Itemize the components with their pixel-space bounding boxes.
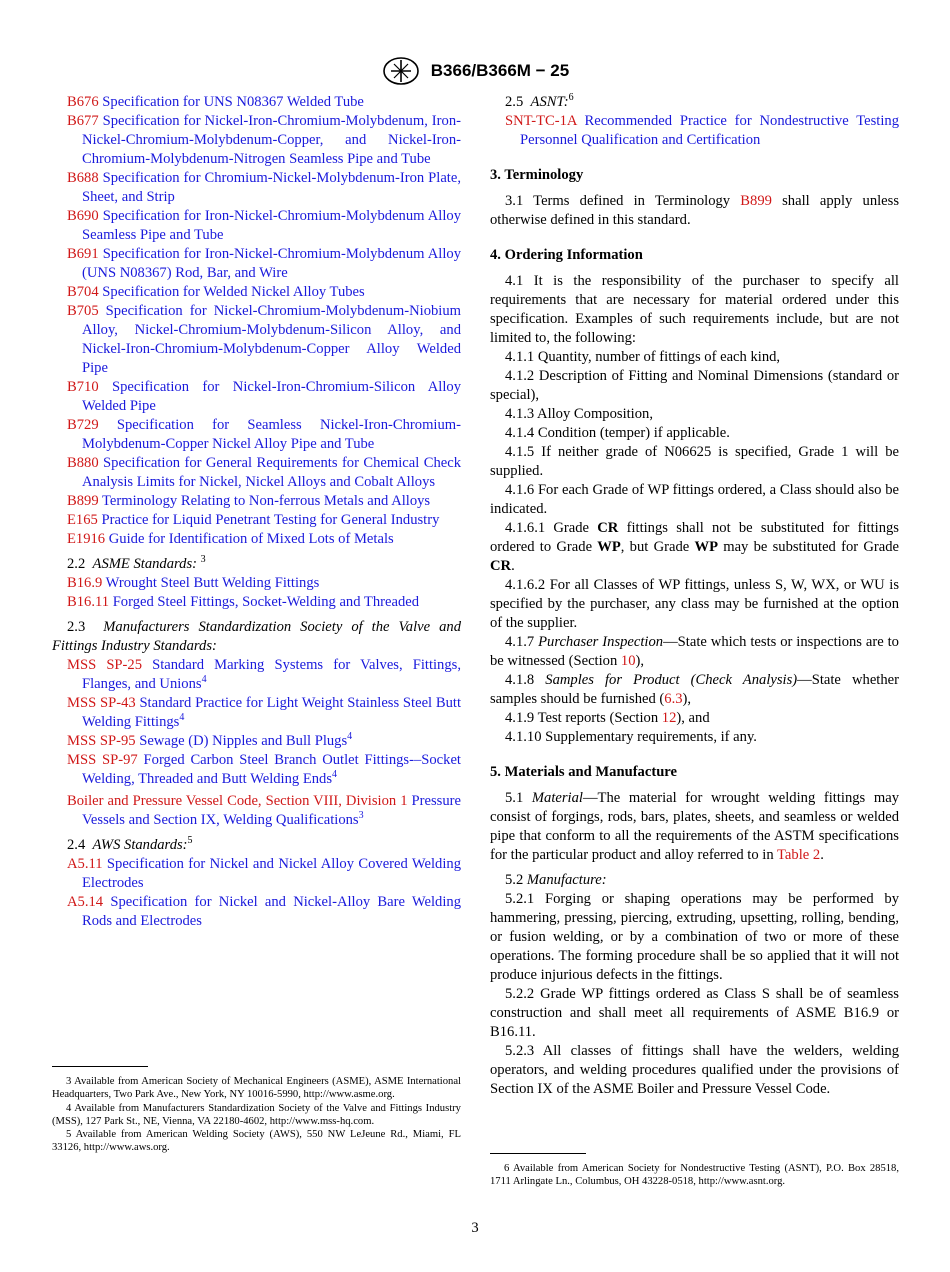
- footnote-6: 6 Available from American Society for Nondestructive Testing (ASNT), P.O. Box 28518, 1711 Arlingate Ln., Columbus, OH 43228-0518, http://www.asnt.org.: [490, 1163, 899, 1188]
- paragraph-4-1-5: 4.1.5 If neither grade of N06625 is specified, Grade 1 will be supplied.: [490, 444, 899, 479]
- reference-item[interactable]: [52, 694, 461, 732]
- paragraph-3-1: 3.1 Terms defined in Terminology B899 shall apply unless otherwise defined in this standard.: [490, 193, 900, 228]
- footnote-5: 5 Available from American Welding Society (AWS), 550 NW LeJeune Rd., Miami, FL 33126, http://www.aws.org.: [52, 1129, 461, 1154]
- paragraph-5-2-1: 5.2.1 Forging or shaping operations may be performed by hammering, pressing, piercing, extruding, upsetting, rolling, bending, or fusion welding, or by a combination of two or more of these operations. The forming procedure shall be so applied that it will not produce injurious defects in the fittings.: [490, 891, 899, 983]
- reference-code[interactable]: A5.11: [67, 856, 103, 872]
- reference-item[interactable]: [52, 732, 461, 751]
- paragraph-4-1-6-2: 4.1.6.2 For all Classes of WP fittings, unless S, W, WX, or WU is specified by the purchaser, any class may be furnished at the option of the supplier.: [490, 577, 899, 631]
- section-2-5: 2.5 ASNT:$^6$: [505, 92, 574, 110]
- footnote-marker: 4: [201, 674, 207, 686]
- section-3-heading: 3. Terminology: [490, 167, 584, 183]
- reference-title[interactable]: Specification for Chromium-Nickel-Molybdenum-Iron Plate, Sheet, and Strip: [82, 170, 461, 205]
- reference-title[interactable]: Standard Practice for Light Weight Stainless Steel Butt Welding Fittings: [82, 695, 462, 730]
- reference-code[interactable]: B710: [67, 379, 99, 395]
- left-column: [52, 93, 461, 931]
- footnote-marker: 4: [179, 712, 185, 724]
- reference-item[interactable]: [52, 893, 461, 931]
- reference-code[interactable]: B899: [67, 493, 99, 509]
- reference-item[interactable]: [52, 245, 461, 283]
- reference-code[interactable]: B16.11: [67, 594, 110, 610]
- reference-item[interactable]: [52, 855, 461, 893]
- right-footnotes: [490, 1153, 899, 1189]
- paragraph-4-1-6-1: 4.1.6.1 Grade CR fittings shall not be substituted for fittings ordered to Grade WP, but Grade WP may be substituted for Grade CR.: [490, 520, 899, 574]
- reference-title[interactable]: Guide for Identification of Mixed Lots of Metals: [108, 531, 394, 547]
- reference-item[interactable]: [52, 574, 461, 593]
- reference-item[interactable]: [52, 378, 461, 416]
- footnote-rule: [52, 1066, 148, 1067]
- right-column: [490, 93, 899, 1099]
- reference-title[interactable]: Wrought Steel Butt Welding Fittings: [105, 575, 320, 591]
- mss-reference-list: [52, 656, 461, 789]
- reference-code[interactable]: B729: [67, 417, 99, 433]
- reference-item[interactable]: [52, 492, 461, 511]
- link-6-3[interactable]: 6.3: [664, 691, 683, 707]
- reference-item[interactable]: [52, 416, 461, 454]
- reference-code[interactable]: B690: [67, 208, 99, 224]
- reference-code[interactable]: B16.9: [67, 575, 103, 591]
- reference-item[interactable]: SNT-TC-1A Recommended Practice for Nondestructive Testing Personnel Qualification and Certification: [505, 113, 899, 148]
- reference-item[interactable]: [52, 93, 461, 112]
- reference-code[interactable]: A5.14: [67, 894, 104, 910]
- reference-item[interactable]: [52, 751, 461, 789]
- reference-item[interactable]: [52, 511, 461, 530]
- asme-reference-list: [52, 574, 461, 612]
- paragraph-4-1-6: 4.1.6 For each Grade of WP fittings ordered, a Class should also be indicated.: [490, 482, 899, 517]
- reference-item[interactable]: [52, 112, 461, 169]
- section-2-2: 2.2 ASME Standards: $^3$: [67, 554, 206, 572]
- paragraph-4-1-7: 4.1.7 Purchaser Inspection—State which tests or inspections are to be witnessed (Section 10),: [490, 634, 899, 669]
- reference-code[interactable]: B704: [67, 284, 99, 300]
- section-2-4: 2.4 AWS Standards:$^5$: [67, 835, 193, 853]
- reference-code[interactable]: B677: [67, 113, 99, 129]
- reference-code[interactable]: B880: [67, 455, 99, 471]
- reference-code[interactable]: MSS SP-97: [67, 752, 138, 768]
- footnote-marker: 4: [332, 769, 338, 781]
- paragraph-4-1-10: 4.1.10 Supplementary requirements, if any.: [505, 729, 757, 745]
- reference-title[interactable]: Specification for Nickel-Iron-Chromium-Silicon Alloy Welded Pipe: [82, 379, 461, 414]
- section-5-heading: 5. Materials and Manufacture: [490, 764, 677, 780]
- paragraph-5-2-3: 5.2.3 All classes of fittings shall have the welders, welding operators, and welding procedures qualified under the provisions of Section IX of the ASME Boiler and Pressure Vessel Code.: [490, 1043, 899, 1097]
- link-section-12[interactable]: 12: [661, 710, 677, 726]
- page-header: [0, 56, 950, 86]
- reference-title[interactable]: Terminology Relating to Non-ferrous Metals and Alloys: [102, 493, 431, 509]
- paragraph-4-1-2: 4.1.2 Description of Fitting and Nominal Dimensions (standard or special),: [490, 368, 899, 403]
- reference-code[interactable]: B691: [67, 246, 99, 262]
- footnote-marker: 4: [347, 731, 353, 743]
- reference-item[interactable]: [52, 530, 461, 549]
- reference-title[interactable]: Specification for General Requirements for Chemical Check Analysis Limits for Nickel, Nickel Alloys and Cobalt Alloys: [82, 455, 461, 490]
- paragraph-4-1-3: 4.1.3 Alloy Composition,: [505, 406, 653, 422]
- reference-item[interactable]: [52, 656, 461, 694]
- reference-title[interactable]: Specification for Iron-Nickel-Chromium-Molybdenum Alloy Seamless Pipe and Tube: [82, 208, 461, 243]
- reference-item[interactable]: [52, 283, 461, 302]
- astm-logo-icon: [381, 56, 421, 86]
- reference-code[interactable]: MSS SP-43: [67, 695, 136, 711]
- reference-item[interactable]: [52, 302, 461, 378]
- paragraph-5-2: 5.2 Manufacture:: [505, 872, 607, 888]
- link-b899[interactable]: B899: [740, 193, 772, 209]
- reference-title[interactable]: Specification for UNS N08367 Welded Tube: [102, 94, 364, 110]
- reference-title[interactable]: Specification for Welded Nickel Alloy Tubes: [102, 284, 365, 300]
- reference-title[interactable]: Specification for Nickel-Iron-Chromium-Molybdenum, Iron-Nickel-Chromium-Molybdenum-Copper, and Nickel-Iron-Chromium-Molybdenum-Nitrogen Seamless Pipe and Tube: [82, 113, 461, 167]
- reference-title[interactable]: Specification for Nickel and Nickel Alloy Covered Welding Electrodes: [82, 856, 461, 891]
- footnote-3: 3 Available from American Society of Mechanical Engineers (ASME), ASME International Headquarters, Two Park Ave., New York, NY 10016-5990, http://www.asme.org.: [52, 1076, 461, 1101]
- section-4-heading: 4. Ordering Information: [490, 247, 643, 263]
- link-section-10[interactable]: 10: [620, 653, 636, 669]
- reference-code[interactable]: E165: [67, 512, 98, 528]
- footnote-4: 4 Available from Manufacturers Standardization Society of the Valve and Fittings Industry (MSS), 127 Park St., NE, Vienna, VA 22180-4602, http://www.mss-hq.com.: [52, 1102, 461, 1127]
- link-table-2[interactable]: Table 2: [777, 847, 821, 863]
- reference-code[interactable]: MSS SP-25: [67, 657, 142, 673]
- reference-title[interactable]: Specification for Nickel and Nickel-Alloy Bare Welding Rods and Electrodes: [82, 894, 461, 929]
- reference-item[interactable]: [52, 169, 461, 207]
- reference-item[interactable]: Boiler and Pressure Vessel Code, Section VIII, Division 1 Pressure Vessels and Section IX, Welding Qualifications$^3$: [67, 793, 461, 828]
- reference-title[interactable]: Forged Steel Fittings, Socket-Welding and Threaded: [112, 594, 420, 610]
- left-footnotes: [52, 1066, 461, 1155]
- reference-code[interactable]: B688: [67, 170, 99, 186]
- reference-title[interactable]: Sewage (D) Nipples and Bull Plugs: [139, 733, 348, 749]
- reference-title[interactable]: Standard Marking Systems for Valves, Fittings, Flanges, and Unions: [82, 657, 461, 692]
- astm-reference-list: [52, 93, 461, 549]
- standard-designation: B366/B366M − 25: [430, 61, 570, 80]
- reference-code[interactable]: B705: [67, 303, 99, 319]
- aws-reference-list: [52, 855, 461, 931]
- reference-title[interactable]: Specification for Iron-Nickel-Chromium-Molybdenum Alloy (UNS N08367) Rod, Bar, and Wire: [82, 246, 461, 281]
- reference-title[interactable]: Specification for Seamless Nickel-Iron-Chromium-Molybdenum-Copper Nickel Alloy Pipe and Tube: [82, 417, 461, 452]
- reference-title[interactable]: Practice for Liquid Penetrant Testing for General Industry: [101, 512, 440, 528]
- reference-code[interactable]: B676: [67, 94, 99, 110]
- reference-title[interactable]: Forged Carbon Steel Branch Outlet Fittings-–Socket Welding, Threaded and Butt Welding Ends: [82, 752, 461, 787]
- reference-code[interactable]: MSS SP-95: [67, 733, 136, 749]
- paragraph-4-1-9: 4.1.9 Test reports (Section 12), and: [505, 710, 710, 726]
- footnote-rule: [490, 1153, 586, 1154]
- paragraph-5-2-2: 5.2.2 Grade WP fittings ordered as Class S shall be of seamless construction and shall meet all requirements of ASME B16.9 or B16.11.: [490, 986, 899, 1040]
- reference-item[interactable]: [52, 207, 461, 245]
- reference-title[interactable]: Specification for Nickel-Chromium-Molybdenum-Niobium Alloy, Nickel-Chromium-Molybdenum-Silicon Alloy, and Nickel-Iron-Chromium-Molybdenum-Copper Alloy Welded Pipe: [82, 303, 462, 376]
- reference-item[interactable]: [52, 454, 461, 492]
- page-number: 3: [471, 1220, 479, 1236]
- paragraph-5-1: 5.1 Material—The material for wrought welding fittings may consist of forgings, rods, bars, plates, sheets, and seamless or welded pipe that conform to all the requirements of the ASTM specifications for the particular product and alloy referred to in Table 2.: [490, 790, 899, 863]
- paragraph-4-1-8: 4.1.8 Samples for Product (Check Analysis)—State whether samples should be furnished (6.3),: [490, 672, 899, 707]
- section-2-3: 2.3 Manufacturers Standardization Society of the Valve and Fittings Industry Standards:: [52, 619, 462, 654]
- reference-item[interactable]: [52, 593, 461, 612]
- reference-code[interactable]: E1916: [67, 531, 106, 547]
- paragraph-4-1-1: 4.1.1 Quantity, number of fittings of each kind,: [505, 349, 781, 365]
- paragraph-4-1-4: 4.1.4 Condition (temper) if applicable.: [505, 425, 730, 441]
- paragraph-4-1: 4.1 It is the responsibility of the purchaser to specify all requirements that are necessary for material ordered under this specification. Examples of such requirements include, but are not limited to, the following:: [490, 273, 899, 346]
